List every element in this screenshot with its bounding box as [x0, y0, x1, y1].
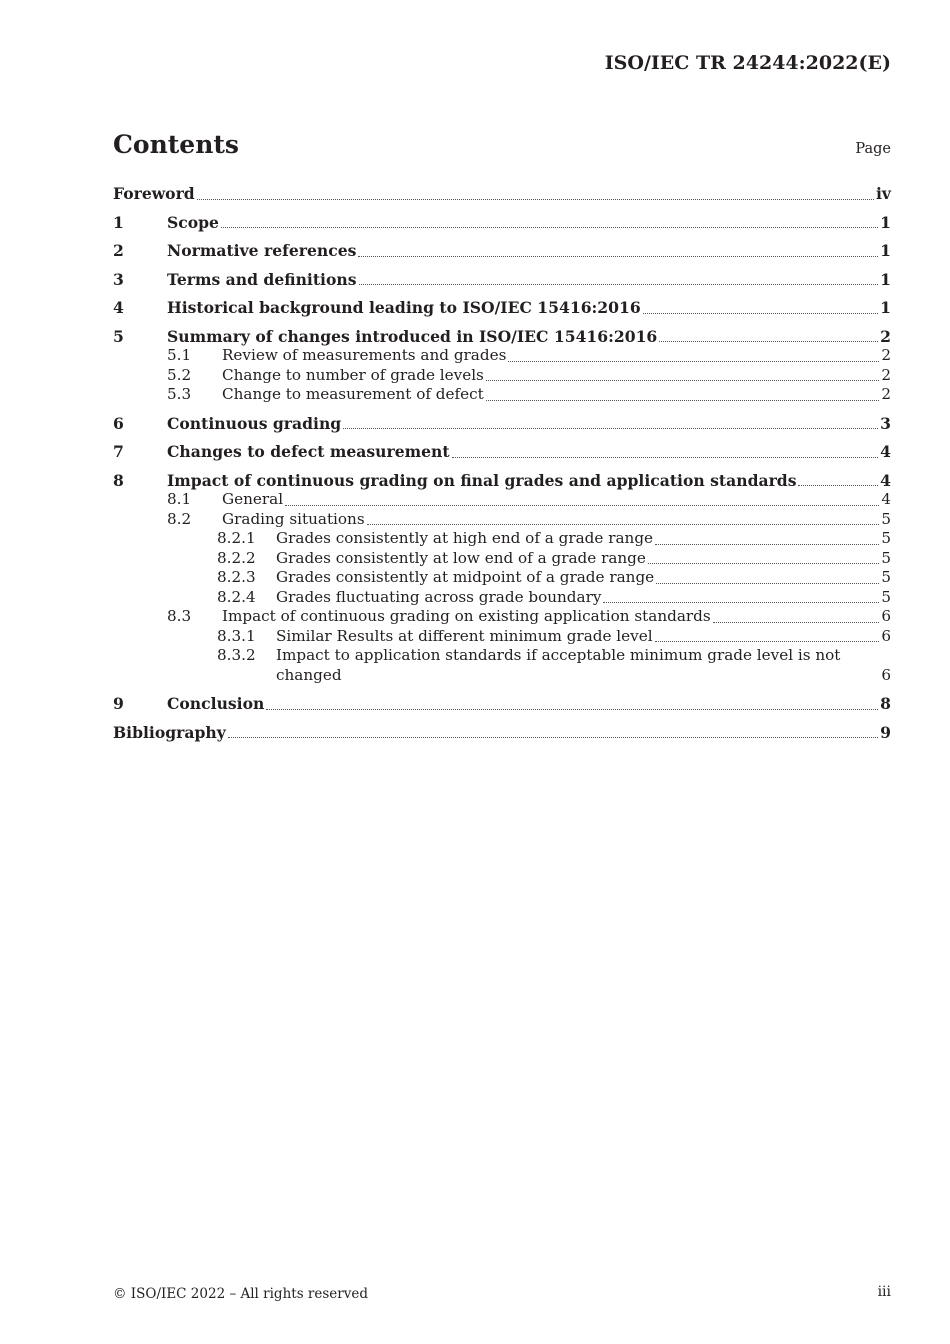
- toc-entry-page: 1: [880, 298, 891, 317]
- toc-entry-number: 6: [113, 413, 124, 433]
- toc-entry-page: 6: [881, 626, 891, 645]
- toc-entry-title: Normative references: [167, 241, 357, 260]
- dot-leader: [655, 544, 879, 545]
- page-column-label: Page: [855, 141, 891, 157]
- toc-entry-title: Foreword: [113, 184, 195, 203]
- toc-entry-number: 5: [113, 326, 124, 346]
- dot-leader: [659, 341, 878, 342]
- dot-leader: [648, 563, 879, 564]
- toc-entry-number: 8.1: [167, 490, 192, 508]
- dot-leader: [221, 227, 878, 228]
- toc-entry-5[interactable]: [113, 327, 891, 347]
- toc-entry-title: Grades consistently at high end of a grade range: [276, 529, 654, 547]
- toc-entry-number: 8.3: [167, 607, 192, 625]
- toc-entry-title: General: [222, 490, 284, 508]
- toc-entry-page: 2: [880, 326, 891, 346]
- dot-leader: [452, 457, 879, 458]
- toc-entry-title: Terms and definitions: [167, 269, 357, 289]
- toc-entry-page: 2: [881, 385, 891, 403]
- dot-leader: [643, 313, 878, 314]
- toc-entry-title: Change to measurement of defect: [222, 385, 484, 403]
- toc-entry-7[interactable]: [113, 442, 891, 462]
- toc-entry-title: Conclusion: [167, 694, 265, 713]
- toc-entry-number: 8.3.2: [217, 646, 256, 664]
- toc-entry-page: 4: [880, 442, 891, 461]
- toc-entry-number: 8.2.3: [217, 568, 256, 586]
- document-id-header: ISO/IEC TR 24244:2022(E): [604, 52, 891, 74]
- toc-entry-3[interactable]: [113, 270, 891, 290]
- toc-entry-title: Impact of continuous grading on existing application standards: [222, 607, 711, 625]
- toc-entry-bibliography[interactable]: [113, 723, 891, 743]
- toc-entry-8-2-3[interactable]: [113, 568, 891, 588]
- dot-leader: [197, 199, 874, 200]
- toc-entry-title: Scope: [167, 212, 219, 232]
- contents-heading: Contents: [113, 130, 240, 159]
- toc-entry-6[interactable]: [113, 414, 891, 434]
- toc-entry-page: 9: [880, 722, 891, 742]
- dot-leader: [285, 505, 879, 506]
- toc-entry-8-3-1[interactable]: [113, 627, 891, 647]
- toc-entry-5-1[interactable]: [113, 346, 891, 366]
- dot-leader: [486, 380, 879, 381]
- toc-entry-title: Grades consistently at midpoint of a grade range: [276, 568, 655, 586]
- toc-entry-number: 5.2: [167, 365, 192, 384]
- toc-entry-page: 1: [880, 269, 891, 289]
- toc-entry-page: 6: [881, 607, 891, 625]
- toc-entry-page: 1: [880, 241, 891, 260]
- toc-entry-2[interactable]: [113, 241, 891, 261]
- toc-entry-8-2[interactable]: [113, 510, 891, 530]
- toc-entry-page: 5: [881, 529, 891, 547]
- toc-entry-number: 1: [113, 212, 124, 232]
- toc-entry-page: 3: [880, 413, 891, 433]
- toc-entry-8-3-2[interactable]: [113, 646, 891, 685]
- toc-entry-8-1[interactable]: [113, 490, 891, 510]
- toc-entry-number: 3: [113, 269, 124, 289]
- toc-entry-page: 5: [881, 587, 891, 606]
- toc-entry-title: Grading situations: [222, 509, 365, 528]
- dot-leader: [656, 583, 879, 584]
- copyright-footer: © ISO/IEC 2022 – All rights reserved: [113, 1286, 368, 1302]
- toc-entry-title: Historical background leading to ISO/IEC 15416:2016: [167, 298, 641, 317]
- toc-entry-8[interactable]: [113, 471, 891, 491]
- toc-entry-number: 2: [113, 241, 124, 260]
- toc-entry-page: 4: [880, 470, 891, 490]
- toc-entry-1[interactable]: [113, 213, 891, 233]
- dot-leader: [655, 641, 880, 642]
- toc-entry-title: Summary of changes introduced in ISO/IEC 15416:2016: [167, 326, 658, 346]
- toc-entry-5-2[interactable]: [113, 366, 891, 386]
- dot-leader: [508, 361, 879, 362]
- toc-entry-page: 1: [880, 212, 891, 232]
- toc-entry-page: 8: [880, 694, 891, 713]
- page-number: iii: [877, 1284, 891, 1300]
- dot-leader: [266, 709, 878, 710]
- toc-entry-number: 5.1: [167, 346, 192, 364]
- toc-entry-title: Review of measurements and grades: [222, 346, 507, 364]
- dot-leader: [359, 284, 879, 285]
- toc-entry-5-3[interactable]: [113, 385, 891, 405]
- toc-entry-number: 8.2.4: [217, 587, 256, 606]
- toc-entry-number: 4: [113, 298, 124, 317]
- toc-entry-8-3[interactable]: [113, 607, 891, 627]
- toc-entry-page: 4: [881, 490, 891, 508]
- toc-entry-title: Continuous grading: [167, 413, 342, 433]
- dot-leader: [798, 485, 878, 486]
- toc-entry-page: iv: [876, 184, 891, 203]
- toc-entry-number: 8.3.1: [217, 626, 256, 645]
- toc-entry-9[interactable]: [113, 694, 891, 714]
- dot-leader: [228, 737, 878, 738]
- toc-entry-title: Changes to defect measurement: [167, 442, 450, 461]
- toc-entry-8-2-2[interactable]: [113, 549, 891, 569]
- dot-leader: [713, 622, 880, 623]
- toc-entry-title-wrapped: [276, 646, 881, 685]
- dot-leader: [603, 602, 879, 603]
- dot-leader: [343, 428, 878, 429]
- toc-entry-page: 2: [881, 346, 891, 364]
- toc-entry-title: Grades consistently at low end of a grade range: [276, 548, 646, 567]
- dot-leader: [367, 524, 880, 525]
- toc-entry-title: Similar Results at different minimum grade level: [276, 626, 653, 645]
- toc-entry-title: Change to number of grade levels: [222, 365, 484, 384]
- toc-entry-number: 5.3: [167, 385, 192, 403]
- toc-entry-title: Impact of continuous grading on final grades and application standards: [167, 470, 797, 490]
- toc-entry-page: 5: [881, 548, 891, 567]
- dot-leader: [358, 256, 878, 257]
- toc-entry-page: 5: [881, 509, 891, 528]
- toc-entry-page: 2: [881, 365, 891, 384]
- dot-leader: [486, 400, 880, 401]
- toc-entry-number: 9: [113, 694, 124, 713]
- toc-entry-foreword[interactable]: [113, 184, 891, 204]
- toc-entry-number: 8: [113, 470, 124, 490]
- toc-entry-number: 7: [113, 442, 124, 461]
- toc-entry-title: Bibliography: [113, 722, 226, 742]
- toc-entry-number: 8.2.2: [217, 548, 256, 567]
- table-of-contents: [113, 184, 891, 742]
- toc-entry-8-2-1[interactable]: [113, 529, 891, 549]
- toc-entry-number: 8.2.1: [217, 529, 256, 547]
- toc-entry-title: Impact to application standards if acceptable minimum grade level is not changed: [276, 646, 841, 684]
- toc-entry-page: 6: [881, 665, 891, 684]
- toc-entry-8-2-4[interactable]: [113, 588, 891, 608]
- toc-entry-title: Grades fluctuating across grade boundary: [276, 587, 602, 606]
- toc-entry-4[interactable]: [113, 298, 891, 318]
- toc-entry-page: 5: [881, 568, 891, 586]
- toc-entry-number: 8.2: [167, 509, 192, 528]
